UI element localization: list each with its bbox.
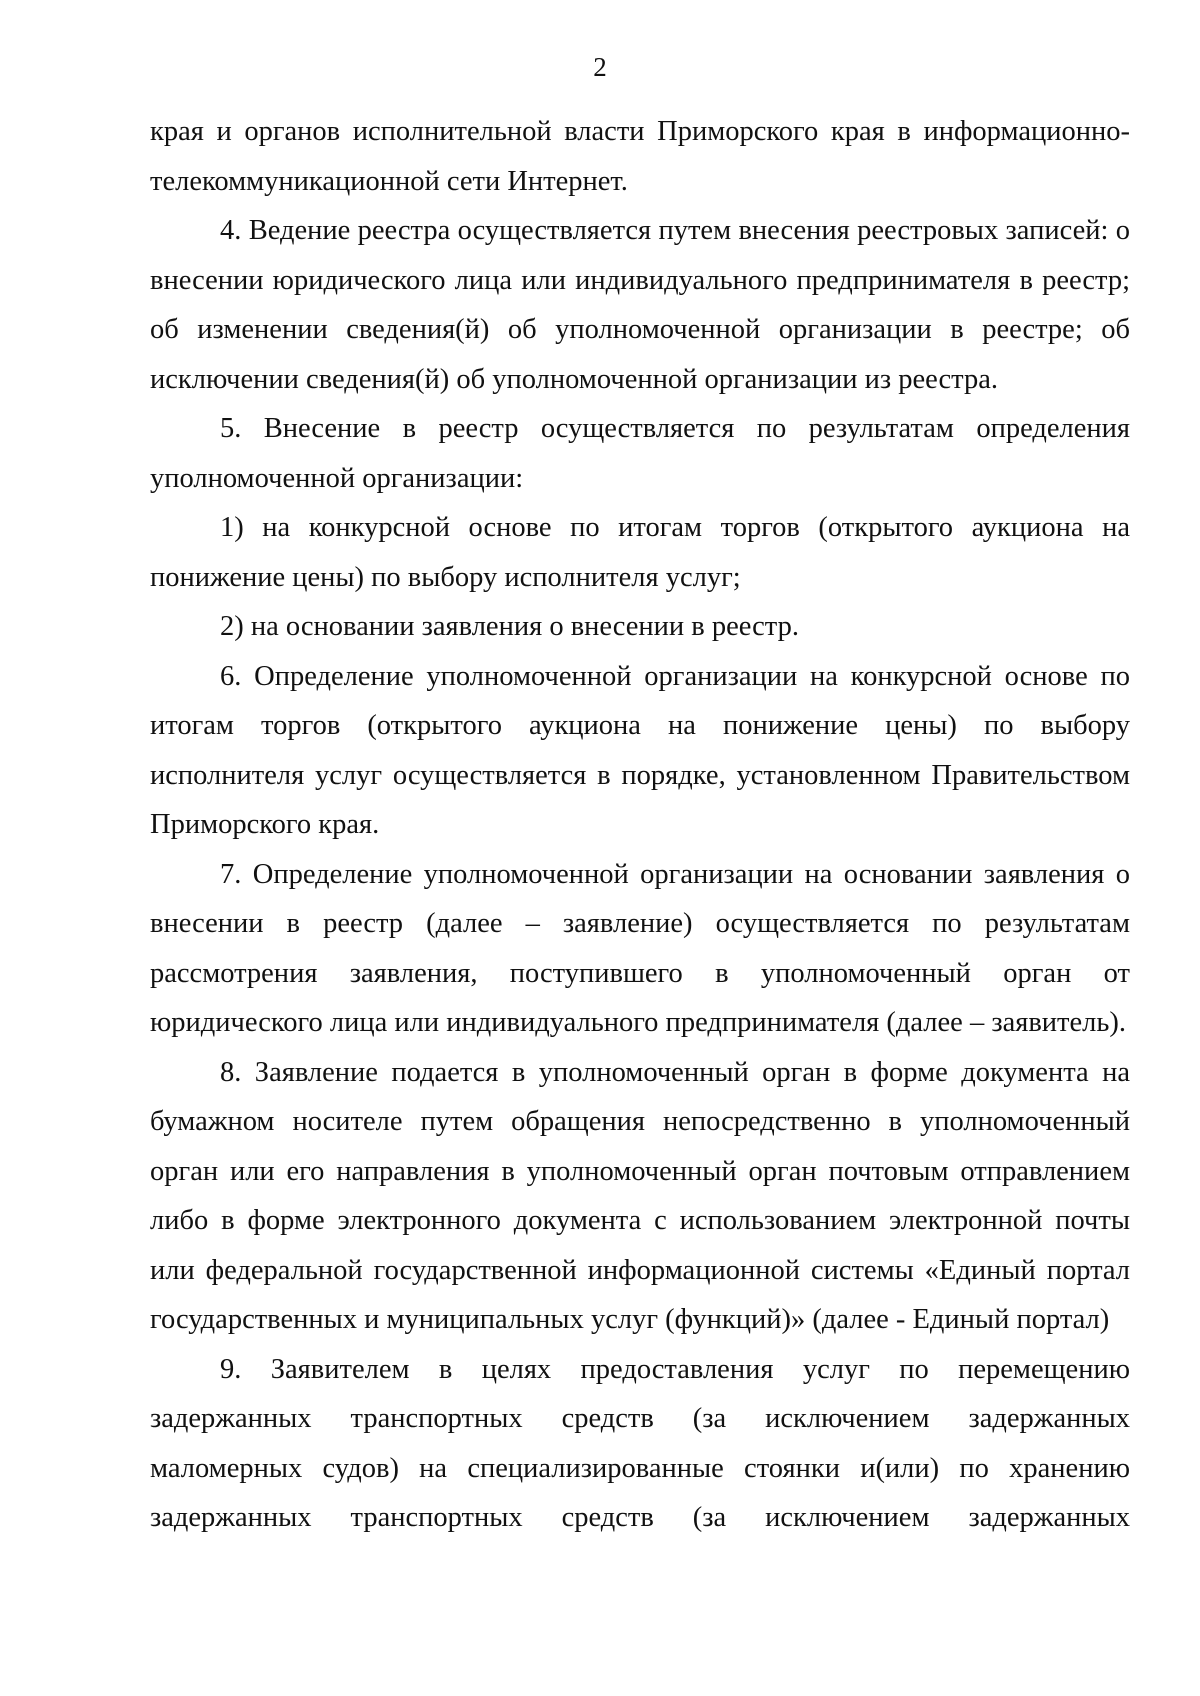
paragraph-4: 4. Ведение реестра осуществляется путем внесения реестровых записей: о внесении юридического лица или индивидуального предпринимателя в реестр; об изменении сведения(й) об уполномоченной организации в реестре; об исключении сведения(й) об уполномоченной организации из реестра. (150, 215, 1130, 395)
paragraph-continued: края и органов исполнительной власти Приморского края в информационно-телекоммуникационной сети Интернет. (150, 116, 1130, 197)
page-number: 2 (593, 52, 607, 82)
paragraph-8: 8. Заявление подается в уполномоченный орган в форме документа на бумажном носителе путем обращения непосредственно в уполномоченный орган или его направления в уполномоченный орган почтовым отправлением либо в форме электронного документа с использованием электронной почты или федеральной государственной информационной системы «Единый портал государственных и муниципальных услуг (функций)» (далее - Единый портал) (150, 1056, 1130, 1335)
paragraph-5: 5. Внесение в реестр осуществляется по результатам определения уполномоченной организации: (150, 413, 1130, 494)
paragraph-5-item-1: 1) на конкурсной основе по итогам торгов (открытого аукциона на понижение цены) по выбору исполнителя услуг; (150, 512, 1130, 593)
paragraph-6: 6. Определение уполномоченной организации на конкурсной основе по итогам торгов (открытого аукциона на понижение цены) по выбору исполнителя услуг осуществляется в порядке, установленном Правительством Приморского края. (150, 660, 1130, 840)
paragraph-7: 7. Определение уполномоченной организации на основании заявления о внесении в реестр (далее – заявление) осуществляется по результатам рассмотрения заявления, поступившего в уполномоченный орган от юридического лица или индивидуального предпринимателя (далее – заявитель). (150, 858, 1130, 1038)
paragraph-5-item-2: 2) на основании заявления о внесении в реестр. (220, 611, 799, 642)
document-body (150, 107, 1130, 1543)
paragraph-9: 9. Заявителем в целях предоставления услуг по перемещению задержанных транспортных средств (за исключением задержанных маломерных судов) на специализированные стоянки и(или) по хранению задержанных транспортных средств (за исключением задержанных (150, 1353, 1130, 1533)
